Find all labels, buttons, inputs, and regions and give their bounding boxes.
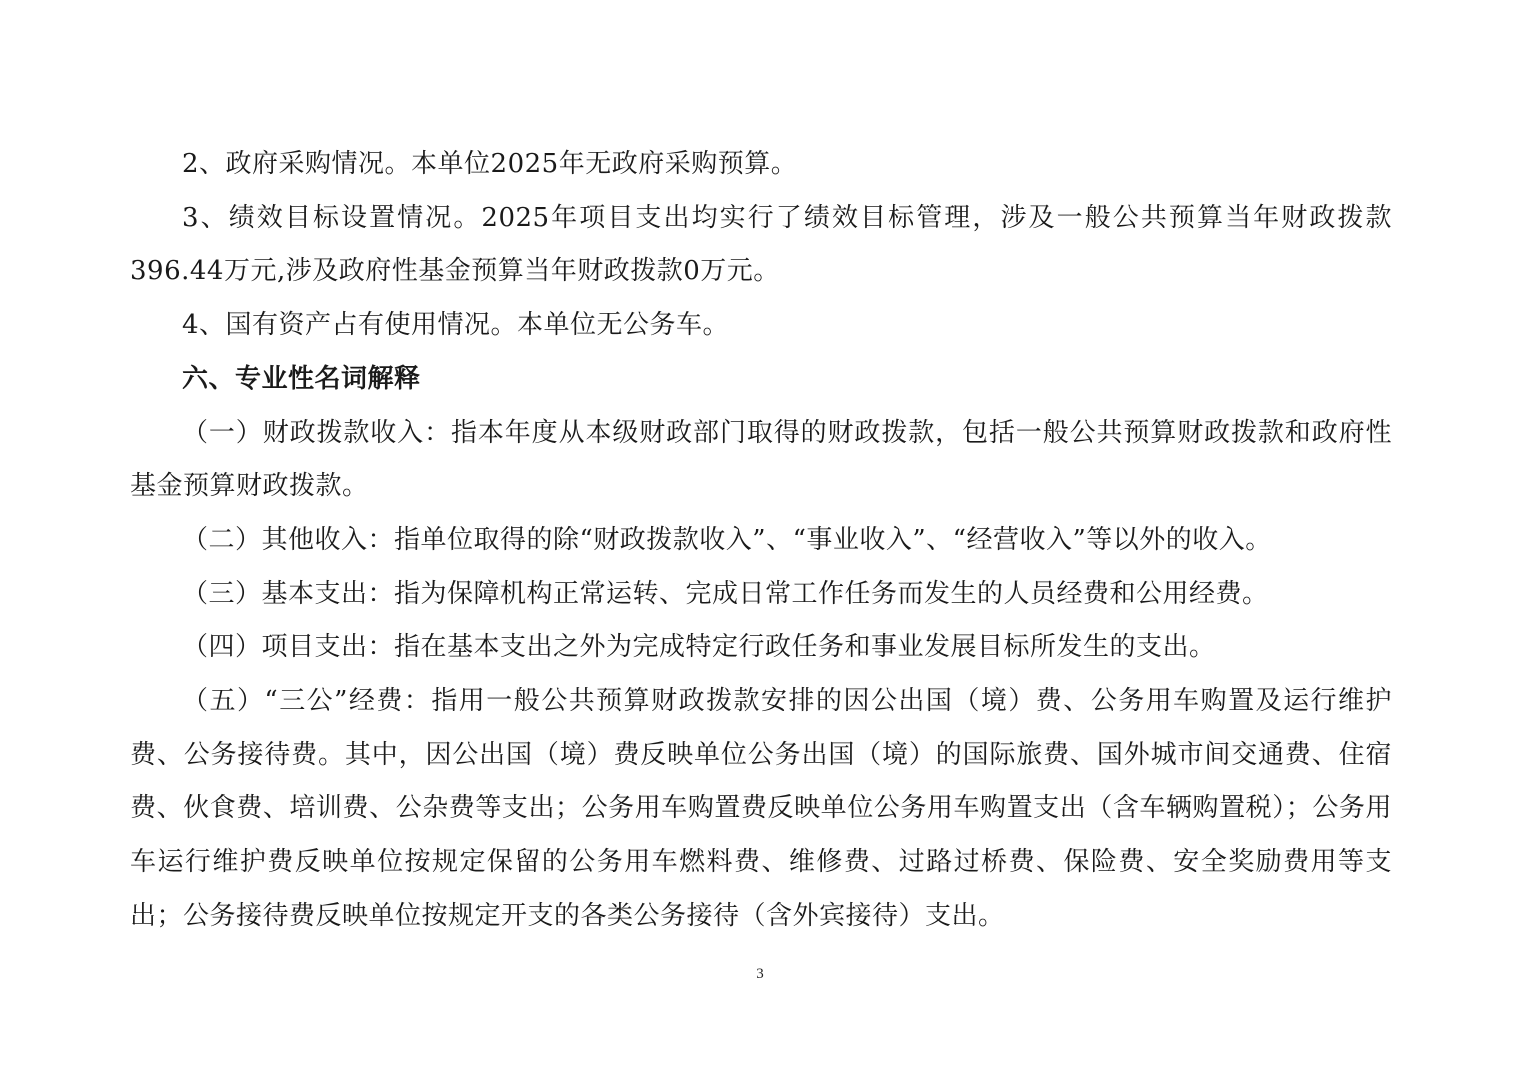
paragraph-procurement: 2、政府采购情况。本单位2025年无政府采购预算。 — [182, 149, 798, 179]
paragraph-term-fiscal-income: （一）财政拨款收入：指本年度从本级财政部门取得的财政拨款，包括一般公共预算财政拨款和政府性基金预算财政拨款。 — [130, 417, 1392, 502]
paragraph-term-other-income: （二）其他收入：指单位取得的除“财政拨款收入”、“事业收入”、“经营收入”等以外的收入。 — [182, 524, 1272, 555]
paragraph-term-basic-expenditure: （三）基本支出：指为保障机构正常运转、完成日常工作任务而发生的人员经费和公用经费。 — [182, 578, 1269, 609]
page-number: 3 — [756, 966, 764, 982]
paragraph-term-three-public-expenses: （五）“三公”经费：指用一般公共预算财政拨款安排的因公出国（境）费、公务用车购置及运行维护费、公务接待费。其中，因公出国（境）费反映单位公务出国（境）的国际旅费、国外城市间交通费、住宿费、伙食费、培训费、公杂费等支出；公务用车购置费反映单位公务用车购置支出（含车辆购置税）；公务用车运行维护费反映单位按规定保留的公务用车燃料费、维修费、过路过桥费、保险费、安全奖励费用等支出；公务接待费反映单位按规定开支的各类公务接待（含外宾接待）支出。 — [130, 686, 1392, 931]
paragraph-performance-targets: 3、绩效目标设置情况。2025年项目支出均实行了绩效目标管理，涉及一般公共预算当年财政拨款396.44万元,涉及政府性基金预算当年财政拨款0万元。 — [130, 202, 1392, 287]
section-heading-terms: 六、专业性名词解释 — [182, 363, 421, 394]
paragraph-state-assets: 4、国有资产占有使用情况。本单位无公务车。 — [182, 310, 730, 341]
document-body — [130, 138, 1392, 944]
paragraph-term-project-expenditure: （四）项目支出：指在基本支出之外为完成特定行政任务和事业发展目标所发生的支出。 — [182, 632, 1216, 663]
